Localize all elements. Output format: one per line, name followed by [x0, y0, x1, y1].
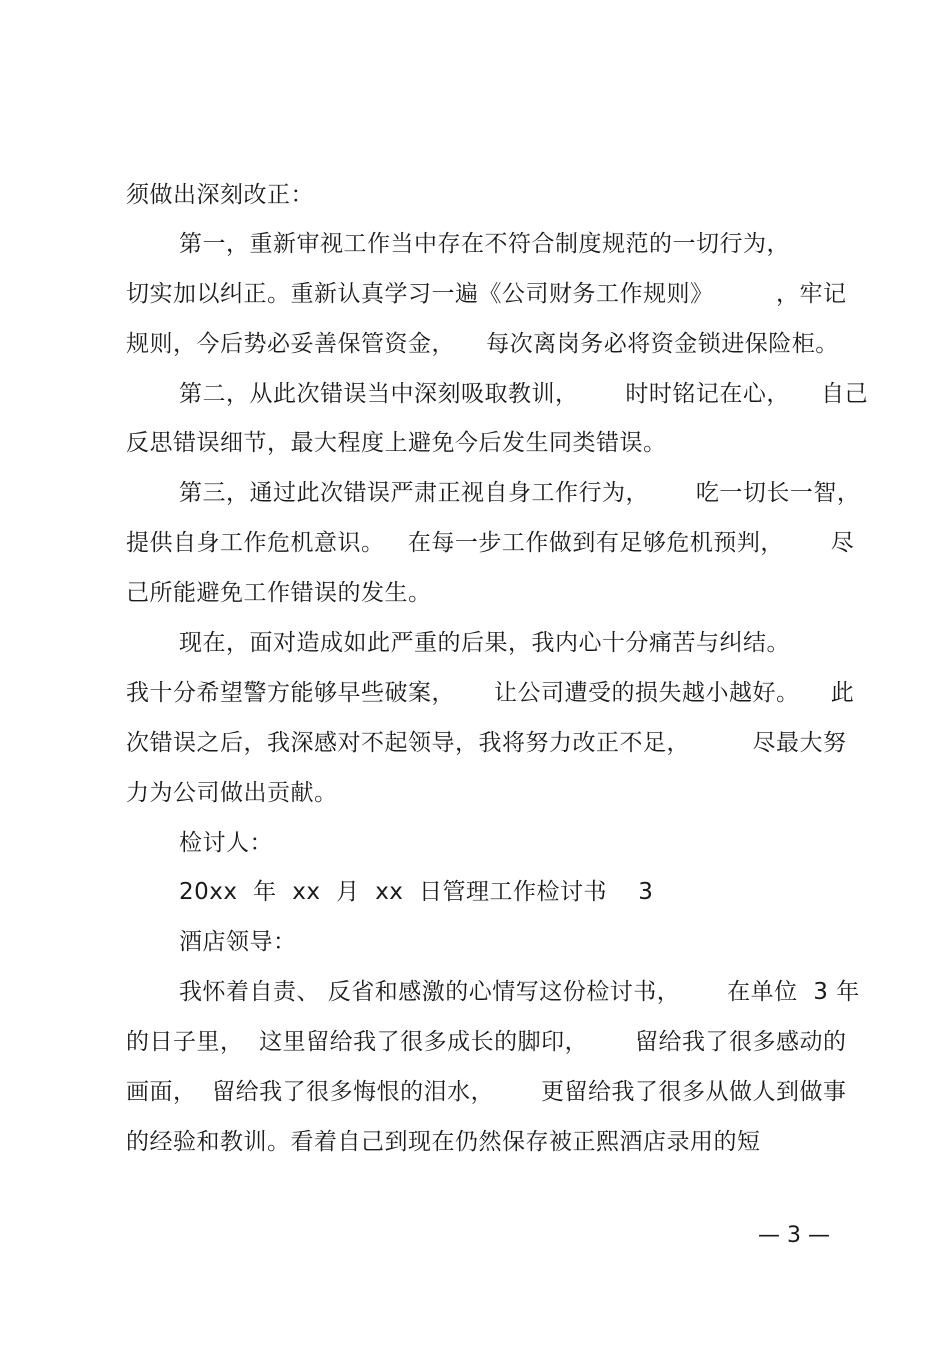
text-line-9: 己所能避免工作错误的发生。 — [126, 580, 432, 606]
text-line-10: 现在，面对造成如此严重的后果，我内心十分痛苦与纠结。 — [179, 630, 790, 656]
page-number: — 3 — — [758, 1223, 830, 1248]
text-line-4: 规则，今后势必妥善保管资金， 每次离岗务必将资金锁进保险柜。 — [126, 331, 839, 357]
text-line-19: 画面， 留给我了很多悔恨的泪水， 更留给我了很多从做人到做事 — [126, 1079, 847, 1105]
text-line-17: 我怀着自责、 反省和感激的心情写这份检讨书， 在单位 3 年 — [179, 979, 860, 1005]
text-line-18: 的日子里， 这里留给我了很多成长的脚印， 留给我了很多感动的 — [126, 1029, 847, 1055]
salutation: 酒店领导： — [179, 929, 297, 955]
text-line-12: 次错误之后，我深感对不起领导，我将努力改正不足， 尽最大努 — [126, 730, 847, 756]
text-line-5: 第二，从此次错误当中深刻吸取教训， 时时铭记在心， 自己 — [179, 381, 869, 407]
signature-label: 检讨人： — [179, 830, 273, 856]
text-line-13: 力为公司做出贡献。 — [126, 780, 338, 806]
text-line-6: 反思错误细节，最大程度上避免今后发生同类错误。 — [126, 430, 667, 456]
text-line-8: 提供自身工作危机意识。 在每一步工作做到有足够危机预判， 尽 — [126, 530, 855, 556]
section-heading: 20xx 年 xx 月 xx 日管理工作检讨书 3 — [179, 879, 654, 905]
text-line-20: 的经验和教训。看着自己到现在仍然保存被正熙酒店录用的短 — [126, 1129, 761, 1155]
text-line-7: 第三，通过此次错误严肃正视自身工作行为， 吃一切长一智， — [179, 480, 861, 506]
text-line-11: 我十分希望警方能够早些破案， 让公司遭受的损失越小越好。 此 — [126, 680, 855, 706]
text-line-1: 须做出深刻改正： — [126, 182, 314, 208]
text-line-2: 第一，重新审视工作当中存在不符合制度规范的一切行为， — [179, 231, 790, 257]
text-line-3: 切实加以纠正。重新认真学习一遍《公司财务工作规则》 ，牢记 — [126, 281, 847, 307]
